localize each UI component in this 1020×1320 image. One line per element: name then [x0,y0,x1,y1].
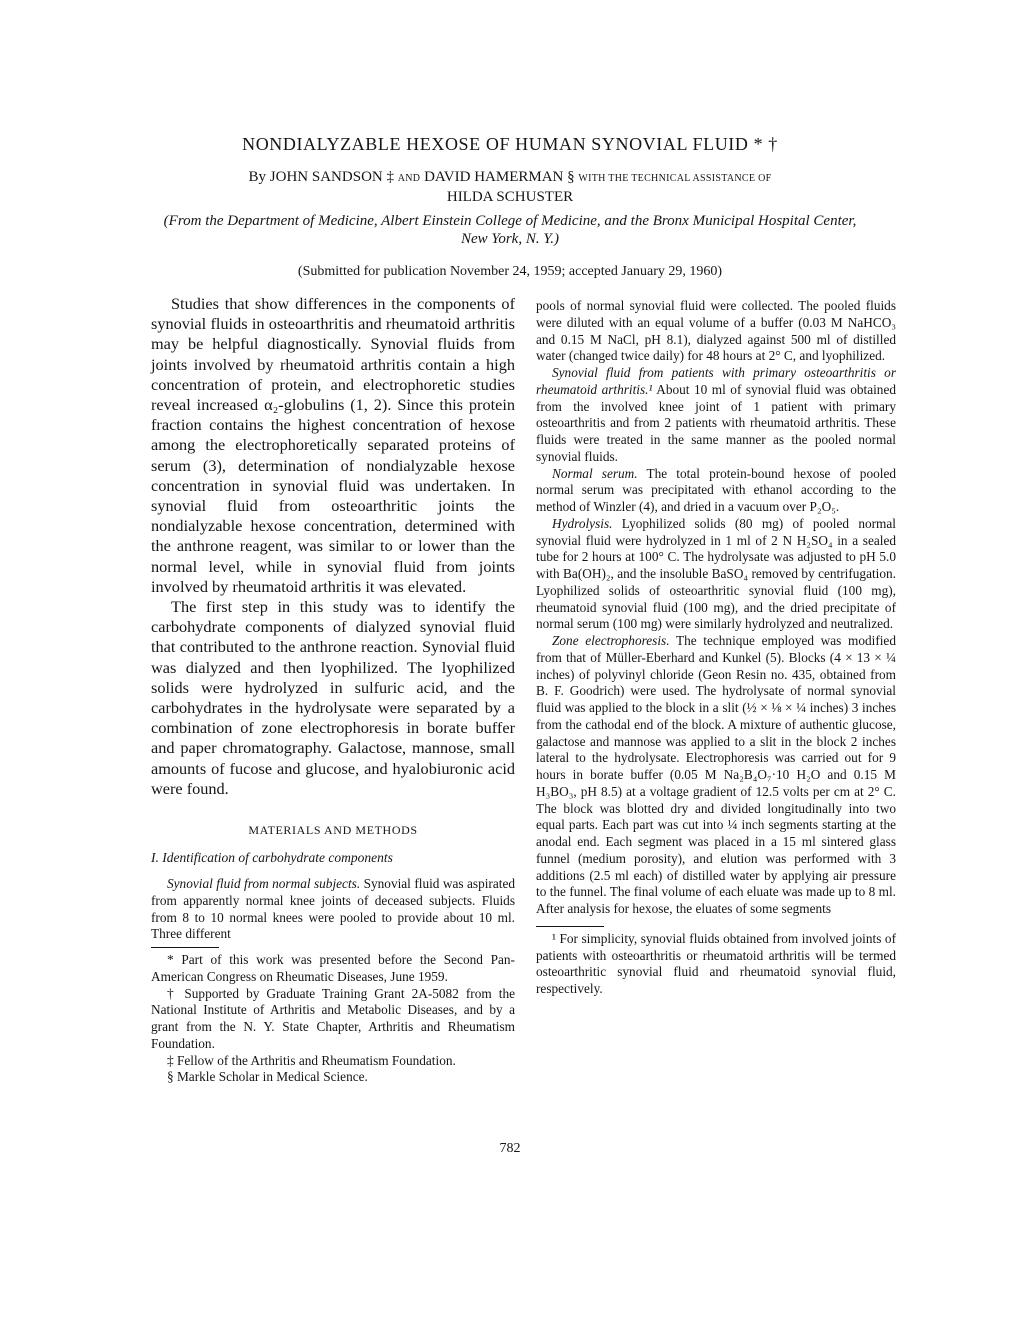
methods-paragraph [536,365,896,466]
paragraph-lead: Hydrolysis. [552,515,613,531]
footnote-rule [151,947,219,948]
intro-paragraph: The first step in this study was to identify the carbohydrate components of dialyzed synovial fluid that contributed to the anthrone reaction. Synovial fluid was dialyzed and then lyophilized. The lyophilized solids were hydrolyzed in sulfuric acid, and the carbohydrates in the hydrolysate were separated by a combination of zone electrophoresis in borate buffer and paper chromatography. Galactose, mannose, small amounts of fucose and glucose, and hyalobiuronic acid were found. [151,597,515,798]
affiliation: (From the Department of Medicine, Albert Einstein College of Medicine, and the Bronx Municipal Hospital Center, New York, N. Y.) [163,213,857,247]
footnote: † Supported by Graduate Training Grant 2A-5082 from the National Institute of Arthritis and Metabolic Diseases, and by a grant from the N. Y. State Chapter, Arthritis and Rheumatism Foundation. [151,985,515,1051]
article-title: NONDIALYZABLE HEXOSE OF HUMAN SYNOVIAL FLUID * † [242,134,778,154]
subsection-heading: I. Identification of carbohydrate components [151,850,393,866]
footnote: * Part of this work was presented before the Second Pan-American Congress on Rheumatic Diseases, June 1959. [151,952,515,984]
footnote: ¹ For simplicity, synovial fluids obtained from involved joints of patients with osteoarthritis or rheumatoid arthritis will be termed osteoarthritic synovial fluid and rheumatoid synovial fluid, respectively. [536,930,896,996]
footnote: ‡ Fellow of the Arthritis and Rheumatism Foundation. [167,1052,456,1068]
paragraph-lead: Synovial fluid from patients with primary osteoarthritis or rheumatoid arthritis.¹ [536,365,896,397]
page-number: 782 [499,1141,521,1156]
methods-paragraph [536,516,896,633]
assistance-label: WITH THE TECHNICAL ASSISTANCE OF [578,173,772,184]
by-label: By [248,169,267,185]
footnotes [151,952,515,1086]
methods-paragraph: pools of normal synovial fluid were collected. The pooled fluids were diluted with an equal volume of a buffer (0.03 M NaHCO₃ and 0.15 M NaCl, pH 8.1), dialyzed against 500 ml of distilled water (changed twice daily) for 48 hours at 2° C, and lyophilized. [536,298,896,364]
introduction [151,294,515,799]
methods-paragraph [151,876,515,943]
author-name: HILDA SCHUSTER [446,189,574,205]
methods-paragraph [536,633,896,918]
author-line [0,168,1020,206]
paragraph-body: The total protein-bound hexose of pooled normal serum was precipitated with ethanol according to the method of Winzler (4), and dried in a vacuum over P₂O₅. [536,465,896,514]
author-row [0,168,1020,188]
left-column [151,294,515,1086]
intro-paragraph: Studies that show differences in the components of synovial fluids in osteoarthritis and rheumatoid arthritis may be helpful diagnostically. Synovial fluids from joints involved by rheumatoid arthritis contain a high concentration of protein, and electrophoretic studies reveal increased α₂-globulins (1, 2). Since this protein fraction contains the highest concentration of hexose among the electrophoretically separated proteins of serum (3), determination of nondialyzable hexose concentration in synovial fluid was undertaken. In synovial fluid from osteoarthritic joints the nondialyzable hexose concentration, determined with the anthrone reagent, was similar to or lower than the normal level, while in synovial fluid from joints involved by rheumatoid arthritis it was elevated. [151,294,515,596]
paragraph-lead: Zone electrophoresis. [552,633,670,648]
paragraph-body: Synovial fluid was aspirated from apparently normal knee joints of deceased subjects. Fluids from 8 to 10 normal knees were pooled to provide about 10 ml. Three different [151,876,515,942]
methods-paragraph [536,466,896,516]
paragraph-lead: Synovial fluid from normal subjects. [167,876,361,892]
methods-text [151,876,515,943]
footnotes [536,931,896,998]
submission-dates: (Submitted for publication November 24, 1959; accepted January 29, 1960) [297,264,723,279]
author-name: JOHN SANDSON ‡ [269,169,394,185]
section-heading: MATERIALS AND METHODS [248,823,418,838]
footnote: § Markle Scholar in Medical Science. [167,1069,368,1085]
paragraph-body: About 10 ml of synovial fluid was obtained from the involved knee joint of 1 patient with primary osteoarthritis and from 2 patients with rheumatoid arthritis. These fluids were treated in the same manner as the pooled normal synovial fluids. [536,381,896,464]
paragraph-body: The technique employed was modified from that of Müller-Eberhard and Kunkel (5). Blocks (4 × 13 × ¼ inches) of polyvinyl chloride (Geon Resin no. 435, obtained from B. F. Goodrich) were used. The hydrolysate of normal synovial fluid was applied to the block in a slit (½ × ⅛ × ¼ inches) 3 inches from the cathodal end of the block. A mixture of authentic glucose, galactose and mannose was applied to a slit in the block 2 inches lateral to the hydrolysate. Electrophoresis was carried out for 9 hours in borate buffer (0.05 M Na₂B₄O₇·10 H₂O and 0.15 M H₃BO₃, pH 8.5) at a voltage gradient of 12.5 volts per cm at 2° C. The block was blotted dry and divided longitudinally into two equal parts. Each part was cut into ¼ inch segments starting at the anodal end. Each segment was placed in a 15 ml sintered glass funnel (medium porosity), and elution was performed with 3 additions (2.5 ml each) of distilled water by applying air pressure to the funnel. The final volume of each eluate was made up to 8 ml. After analysis for hexose, the eluates of some segments [536,633,896,916]
and-label: AND [397,173,421,184]
paragraph-lead: Normal serum. [552,465,638,481]
right-column [536,298,896,998]
author-name: DAVID HAMERMAN § [424,169,575,185]
footnote-rule [536,926,604,927]
paragraph-body: Lyophilized solids (80 mg) of pooled normal synovial fluid were hydrolyzed in 1 ml of 2 N H₂SO₄ in a sealed tube for 2 hours at 100° C. The hydrolysate was adjusted to pH 5.0 with Ba(OH)₂, and the insoluble BaSO₄ removed by centrifugation. Lyophilized solids of osteoarthritic synovial fluid (100 mg), rheumatoid synovial fluid (100 mg), and the dried precipitate of normal serum (100 mg) were similarly hydrolyzed and neutralized. [536,515,896,632]
methods-text [536,298,896,918]
